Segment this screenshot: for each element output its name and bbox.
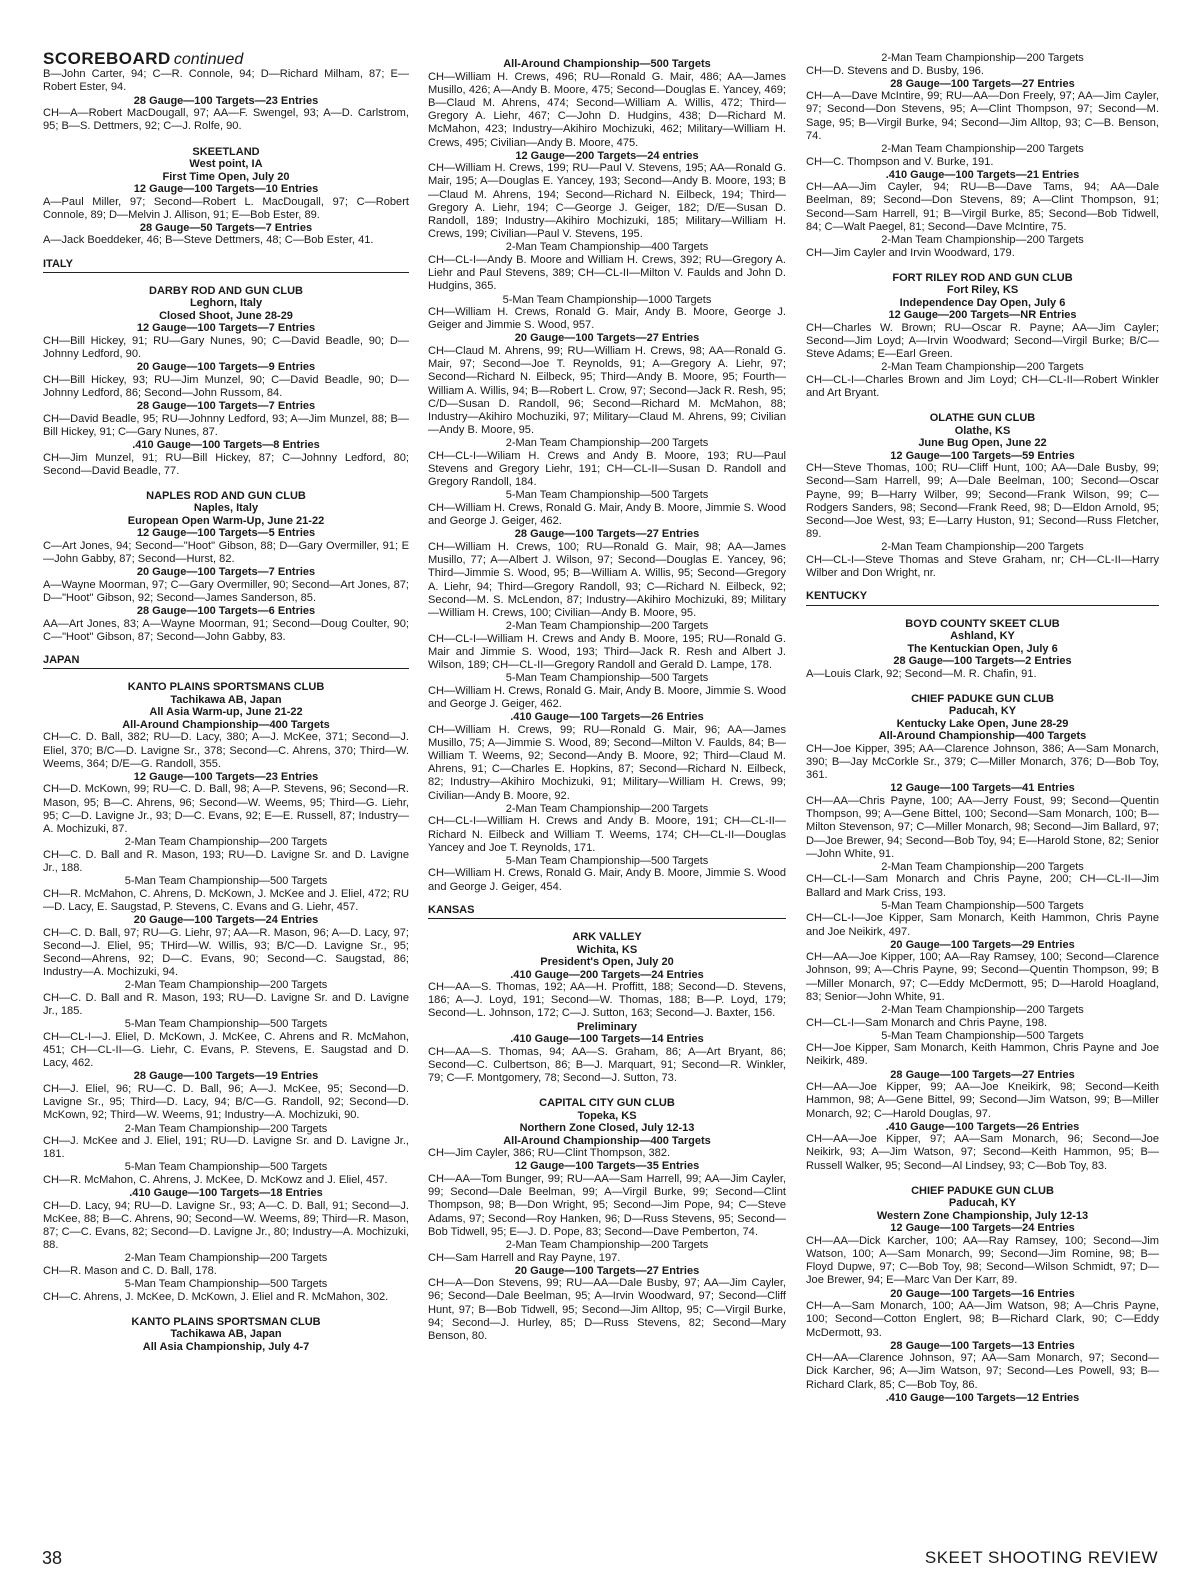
result-text: CH—C. D. Ball, 97; RU—G. Liehr, 97; AA—R. Mason, 96; A—D. Lacy, 97; Second—J. Eliel, 95; THird—W. Willis, 93; B/C—D. Lavigne Sr., 95; Second—Ahrens, 92; D—C. Evans, 90; Second—C. Saugstad, 86; Industry—A. Mochizuki, 94. — [43, 926, 409, 979]
event-heading: Ashland, KY — [950, 630, 1015, 643]
result-text: CH—Bill Hickey, 91; RU—Gary Nunes, 90; C—David Beadle, 90; D—Johnny Ledford, 90. — [43, 334, 409, 361]
event-heading: .410 Gauge—100 Targets—14 Entries — [510, 1033, 704, 1046]
publication-title: SKEET SHOOTING REVIEW — [924, 1548, 1158, 1567]
result-text: CH—AA—Clarence Johnson, 97; AA—Sam Monarch, 97; Second—Dick Karcher, 96; A—Jim Watson, 97; Second—Les Powell, 93; B—Richard Clark, 85; C—Bob Toy, 86. — [806, 1352, 1159, 1391]
event-heading: 28 Gauge—100 Targets—19 Entries — [133, 1070, 319, 1083]
result-text: CH—AA—Jim Cayler, 94; RU—B—Dave Tams, 94; AA—Dale Beelman, 89; Second—Don Stevens, 89; A—Clint Thompson, 91; Second—Sam Harrell, 91; B—Virgil Burke, 85; Second—Bob Tidwell, 84; C—Walt Paegel, 81; Second—Dave McIntire, 75. — [806, 181, 1159, 233]
event-heading: The Kentuckian Open, July 6 — [907, 642, 1058, 655]
event-heading: All-Around Championship—500 Targets — [503, 58, 711, 70]
state-heading: ITALY — [43, 258, 409, 273]
team-event-heading: 2-Man Team Championship—200 Targets — [505, 437, 709, 450]
event-heading: 12 Gauge—100 Targets—7 Entries — [136, 322, 316, 335]
team-event-heading: 2-Man Team Championship—200 Targets — [881, 860, 1084, 873]
team-event-heading: 2-Man Team Championship—200 Targets — [881, 143, 1084, 156]
column-left — [43, 49, 409, 1353]
result-text: CH—C. D. Ball, 382; RU—D. Lacy, 380; A—J. McKee, 371; Second—J. Eliel, 370; B/C—D. Lavigne Sr., 378; Second—C. Ahrens, 370; Third—W. Weems, 364; D/E—G. Randoll, 355. — [43, 731, 409, 770]
result-text: CH—J. Eliel, 96; RU—C. D. Ball, 96; A—J. McKee, 95; Second—D. Lavigne Sr., 95; Third—D. Lacy, 94; B/C—G. Randoll, 92; Second—D. McKown, 92; Third—W. Weems, 91; Industry—A. Mochizuki, 90. — [43, 1082, 409, 1122]
team-event-heading: 5-Man Team Championship—500 Targets — [124, 1018, 328, 1031]
event-heading: Tachikawa AB, Japan — [170, 693, 282, 706]
result-text: CH—Joe Kipper, 395; AA—Clarence Johnson, 386; A—Sam Monarch, 390; B—Jay McCorkle Sr., 379; C—Miller Monarch, 376; D—Bob Toy, 361. — [806, 742, 1159, 782]
result-text: CH—C. Ahrens, J. McKee, D. McKown, J. Eliel and R. McMahon, 302. — [43, 1290, 389, 1303]
result-text: CH—Bill Hickey, 93; RU—Jim Munzel, 90; C—David Beadle, 90; D—Johnny Ledford, 86; Second—John Russom, 84. — [43, 373, 409, 399]
club-name: KANTO PLAINS SPORTSMANS CLUB — [127, 681, 325, 694]
event-heading: 28 Gauge—100 Targets—7 Entries — [136, 400, 316, 413]
club-name: FORT RILEY ROD AND GUN CLUB — [892, 271, 1073, 284]
result-text: CH—Charles W. Brown; RU—Oscar R. Payne; AA—Jim Cayler; Second—Jim Loyd; A—Irvin Woodward; Second—Virgil Burke; B/C—Steve Adams; E—Earl Green. — [806, 321, 1159, 361]
event-heading: Western Zone Championship, July 12-13 — [876, 1209, 1089, 1222]
event-heading: 12 Gauge—200 Targets—24 entries — [515, 149, 699, 162]
result-text: CH—AA—Chris Payne, 100; AA—Jerry Foust, 99; Second—Quentin Thompson, 99; A—Gene Bittel, 100; Second—Sam Monarch, 100; B—Milton Stevenson, 97; C—Miller Monarch, 98; Second—Jim Ballard, 97; D—Joe Brewer, 94; Second—Bob Toy, 94; E—Harold Stone, 82; Senior—John White, 91. — [806, 794, 1159, 860]
club-name: SKEETLAND — [192, 145, 260, 158]
event-heading: 20 Gauge—100 Targets—24 Entries — [133, 914, 319, 927]
team-event-heading: 2-Man Team Championship—200 Targets — [505, 802, 709, 815]
team-event-heading: 2-Man Team Championship—200 Targets — [881, 234, 1084, 247]
result-text: CH—David Beadle, 95; RU—Johnny Ledford, 93; A—Jim Munzel, 88; B—Bill Hickey, 91; C—Gary Nunes, 87. — [43, 412, 409, 438]
result-text: CH—William H. Crews, 496; RU—Ronald G. Mair, 486; AA—James Musillo, 426; A—Andy B. Moore, 475; Second—Douglas E. Yancey, 469; B—Claud M. Ahrens, 474; Second—William A. Willis, 472; Third—Gregory A. Liehr, 467; C—John D. Hudgins, 438; D—Richard M. McMahon, 423; Industry—Akihiro Mochizuki, 462; Military—William H. Crews, 495; Civilian—Andy B. Moore, 475. — [428, 70, 786, 149]
result-text: CH—AA—Joe Kipper, 100; AA—Ray Ramsey, 100; Second—Clarence Johnson, 99; A—Chris Payne, 99; Second—Quentin Thompson, 99; B—Miller Monarch, 97; C—Eddy McDermott, 95; D—Harold Hoagland, 83; Senior—John White, 91. — [806, 951, 1159, 1003]
state-heading: KANSAS — [428, 904, 786, 919]
team-event-heading: 2-Man Team Championship—200 Targets — [881, 541, 1084, 554]
event-heading: All-Around Championship—400 Targets — [503, 1134, 711, 1147]
result-text: CH—AA—S. Thomas, 94; AA—S. Graham, 86; A—Art Bryant, 86; Second—C. Culbertson, 86; B—J. Marquart, 91; Second—R. Winkler, 79; C—F. Montgomery, 78; Second—J. Sutton, 73. — [428, 1045, 786, 1085]
event-heading: West point, IA — [189, 158, 263, 171]
result-text: CH—CL-I—Steve Thomas and Steve Graham, nr; CH—CL-II—Harry Wilber and Don Wright, nr. — [806, 553, 1159, 580]
event-heading: 12 Gauge—100 Targets—10 Entries — [133, 183, 319, 196]
event-heading: Kentucky Lake Open, June 28-29 — [896, 717, 1069, 730]
team-event-heading: 2-Man Team Championship—200 Targets — [505, 620, 709, 633]
result-text: CH—Jim Cayler, 386; RU—Clint Thompson, 382. — [428, 1147, 671, 1160]
event-heading: All-Around Championship—400 Targets — [878, 730, 1087, 743]
event-heading: 28 Gauge—100 Targets—2 Entries — [893, 655, 1072, 668]
event-heading: .410 Gauge—100 Targets—26 Entries — [510, 711, 704, 724]
event-heading: 12 Gauge—100 Targets—24 Entries — [890, 1222, 1075, 1235]
event-heading: European Open Warm-Up, June 21-22 — [127, 514, 325, 527]
event-heading: 12 Gauge—100 Targets—41 Entries — [890, 782, 1075, 795]
result-text: CH—Jim Munzel, 91; RU—Bill Hickey, 87; C—Johnny Ledford, 80; Second—David Beadle, 77. — [43, 451, 409, 477]
column-right — [806, 52, 1159, 1404]
event-heading: All Asia Championship, July 4-7 — [142, 1340, 310, 1353]
result-text: A—Wayne Moorman, 97; C—Gary Overmiller, 90; Second—Art Jones, 87; D—"Hoot" Gibson, 92; Second—James Sanderson, 85. — [43, 578, 409, 605]
section-header — [43, 49, 409, 68]
event-heading: 20 Gauge—100 Targets—27 Entries — [514, 332, 700, 345]
section-title: SCOREBOARD — [43, 49, 171, 68]
result-text: CH—R. Mason and C. D. Ball, 178. — [43, 1264, 217, 1277]
team-event-heading: 2-Man Team Championship—400 Targets — [505, 241, 709, 254]
state-heading: JAPAN — [43, 654, 409, 669]
team-event-heading: 5-Man Team Championship—500 Targets — [505, 672, 709, 685]
result-text: CH—William H. Crews, 100; RU—Ronald G. Mair, 98; AA—James Musillo, 77; A—Albert J. Wilson, 97; Second—Douglas E. Yancey, 96; Third—Jimmie S. Wood, 95; B—William A. Willis, 95; Second—Gregory A. Liehr, 94; Third—Gregory Randoll, 93; C—Richard N. Eilbeck, 92; Second—M. S. McLendon, 87; Industry—Akihiro Mochizuki, 89; Military—William H. Crews, 100; Civilian—Andy B. Moore, 95. — [428, 540, 786, 619]
event-heading: 12 Gauge—100 Targets—23 Entries — [133, 770, 319, 783]
event-heading: Preliminary — [577, 1020, 637, 1033]
event-heading: Independence Day Open, July 6 — [899, 296, 1066, 309]
event-heading: Paducah, KY — [948, 705, 1017, 718]
result-text: CH—CL-I—William H. Crews and Andy B. Moore, 195; RU—Ronald G. Mair and Jimmie S. Wood, 193; Third—Jack R. Resh and Albert J. Wilson, 189; CH—CL-II—Gregory Randoll and Gerald D. Lampe, 178. — [428, 632, 786, 672]
event-heading: President's Open, July 20 — [540, 956, 674, 969]
result-text: C—Art Jones, 94; Second—"Hoot" Gibson, 88; D—Gary Overmiller, 91; E—John Gabby, 87; Second—Hurst, 82. — [43, 539, 409, 566]
result-text: A—Louis Clark, 92; Second—M. R. Chafin, 91. — [806, 667, 1037, 680]
club-name: OLATHE GUN CLUB — [929, 412, 1036, 425]
event-heading: All Asia Warm-up, June 21-22 — [149, 706, 303, 719]
result-text: CH—CL-I—Sam Monarch and Chris Payne, 198. — [806, 1016, 1048, 1029]
club-name: KANTO PLAINS SPORTSMAN CLUB — [131, 1315, 321, 1328]
result-text: CH—Steve Thomas, 100; RU—Cliff Hunt, 100; AA—Dale Busby, 99; Second—Sam Harrell, 99; A—Dale Beelman, 100; Second—Oscar Payne, 99; B—Harry Wilber, 99; Second—Frank Wilson, 99; C—Rodgers Sanders, 98; Second—Frank Reed, 98; D—Eldon Arnold, 95; Second—Joe West, 93; E—Larry Huston, 91; Second—Russ Fletcher, 89. — [806, 462, 1159, 541]
result-text: CH—C. D. Ball and R. Mason, 193; RU—D. Lavigne Sr. and D. Lavigne Jr., 185. — [43, 991, 409, 1018]
event-heading: 28 Gauge—100 Targets—27 Entries — [890, 1068, 1075, 1081]
team-event-heading: 2-Man Team Championship—200 Targets — [124, 1122, 328, 1135]
event-heading: 20 Gauge—100 Targets—16 Entries — [890, 1287, 1075, 1300]
event-heading: Closed Shoot, June 28-29 — [159, 309, 293, 322]
event-heading: Leghorn, Italy — [189, 297, 263, 310]
event-heading: Naples, Italy — [193, 502, 259, 515]
state-heading: KENTUCKY — [806, 590, 1159, 605]
event-heading: 12 Gauge—100 Targets—35 Entries — [514, 1160, 700, 1173]
event-heading: 28 Gauge—50 Targets—7 Entries — [139, 221, 313, 234]
event-heading: Topeka, KS — [577, 1109, 637, 1122]
event-heading: 12 Gauge—200 Targets—NR Entries — [888, 309, 1077, 322]
result-text: CH—William H. Crews, Ronald G. Mair, Andy B. Moore, Jimmie S. Wood and George J. Geiger, 462. — [428, 684, 786, 710]
event-heading: 28 Gauge—100 Targets—27 Entries — [890, 77, 1075, 90]
event-heading: 28 Gauge—100 Targets—13 Entries — [890, 1339, 1075, 1352]
team-event-heading: 2-Man Team Championship—200 Targets — [124, 979, 328, 992]
result-text: CH—AA—Joe Kipper, 97; AA—Sam Monarch, 96; Second—Joe Neikirk, 93; A—Jim Watson, 97; Second—Keith Hammon, 95; B—Russell Walker, 95; Second—Al Lindsey, 93; C—Bob Toy, 83. — [806, 1133, 1159, 1172]
club-name: NAPLES ROD AND GUN CLUB — [146, 489, 306, 502]
club-name: BOYD COUNTY SKEET CLUB — [905, 617, 1060, 630]
result-text: CH—AA—Dick Karcher, 100; AA—Ray Ramsey, 100; Second—Jim Watson, 100; A—Sam Monarch, 99; Second—Jim Romine, 98; B—Floyd Dupwe, 97; C—Bob Toy, 98; Second—Wilson Schmidt, 97; D—Joe Brewer, 94; E—Marc Van Der Karr, 89. — [806, 1234, 1159, 1287]
result-text: CH—A—Sam Monarch, 100; AA—Jim Watson, 98; A—Chris Payne, 100; Second—Cotton Englert, 98; B—Richard Clark, 90; C—Eddy McDermott, 93. — [806, 1300, 1159, 1339]
club-name: CHIEF PADUKE GUN CLUB — [911, 692, 1054, 705]
team-event-heading: 5-Man Team Championship—500 Targets — [124, 875, 328, 888]
team-event-heading: 5-Man Team Championship—500 Targets — [505, 489, 709, 502]
result-text: CH—Jim Cayler and Irvin Woodward, 179. — [806, 246, 1015, 259]
team-event-heading: 2-Man Team Championship—200 Targets — [124, 1252, 328, 1265]
event-heading: 20 Gauge—100 Targets—27 Entries — [514, 1264, 700, 1277]
result-text: CH—William H. Crews, 199; RU—Paul V. Stevens, 195; AA—Ronald G. Mair, 195; A—Douglas E. Yancey, 193; Second—Andy B. Moore, 193; B—Claud M. Ahrens, 194; Second—Richard N. Eilbeck, 194; Third—Gregory A. Liehr, 194; C—George J. Geiger, 182; D/E—Susan D. Randoll, 189; Industry—Akihiro Mochizuki, 185; Military—William H. Crews, 199; Civilian—Paul V. Stevens, 195. — [428, 162, 786, 241]
event-heading: .410 Gauge—100 Targets—12 Entries — [885, 1391, 1080, 1404]
event-heading: 28 Gauge—100 Targets—6 Entries — [136, 605, 316, 618]
event-heading: .410 Gauge—200 Targets—24 Entries — [510, 968, 704, 981]
column-middle — [428, 58, 786, 1343]
result-text: CH—AA—Joe Kipper, 99; AA—Joe Kneikirk, 98; Second—Keith Hammon, 98; A—Gene Bittel, 99; Second—Jim Watson, 99; B—Miller Monarch, 92; C—Harold Douglas, 97. — [806, 1081, 1159, 1120]
team-event-heading: 2-Man Team Championship—200 Targets — [505, 1239, 709, 1251]
result-text: CH—R. McMahon, C. Ahrens, D. McKown, J. McKee and J. Eliel, 472; RU—D. Lacy, E. Saugstad, P. Stevens, C. Evans and G. Liehr, 457. — [43, 887, 409, 913]
result-text: CH—R. McMahon, C. Ahrens, J. McKee, D. McKowz and J. Eliel, 457. — [43, 1173, 388, 1186]
club-name: CHIEF PADUKE GUN CLUB — [911, 1184, 1054, 1197]
result-text: AA—Art Jones, 83; A—Wayne Moorman, 91; Second—Doug Coulter, 90; C—"Hoot" Gibson, 87; Second—John Gabby, 83. — [43, 617, 409, 643]
team-event-heading: 2-Man Team Championship—200 Targets — [881, 1004, 1084, 1017]
result-text: CH—D. McKown, 99; RU—C. D. Ball, 98; A—P. Stevens, 96; Second—R. Mason, 95; B—C. Ahrens, 96; Second—W. Weems, 95; Third—G. Liehr, 95; C—D. Lavigne Jr., 93; D—C. Evans, 92; E—E. Russell, 87; Industry—A. Mochizuki, 87. — [43, 783, 409, 836]
team-event-heading: 2-Man Team Championship—200 Targets — [124, 836, 328, 849]
club-name: ARK VALLEY — [572, 931, 642, 944]
result-text: CH—William H. Crews, Ronald G. Mair, Andy B. Moore, Jimmie S. Wood and George J. Geiger, 462. — [428, 501, 786, 528]
event-heading: 20 Gauge—100 Targets—7 Entries — [136, 566, 316, 579]
team-event-heading: 5-Man Team Championship—500 Targets — [881, 1029, 1084, 1042]
team-event-heading: 5-Man Team Championship—500 Targets — [124, 1278, 328, 1291]
result-text: CH—William H. Crews, 99; RU—Ronald G. Mair, 96; AA—James Musillo, 75; A—Jimmie S. Wood, 89; Second—Milton V. Faulds, 84; B—William T. Weems, 92; Second—Andy B. Moore, 92; Third—Claud M. Ahrens, 91; C—Charles E. Hopkins, 87; Second—Richard N. Eilbeck, 82; Industry—Akihiro Mochizuki, 91; Military—William H. Crews, 99; Civilian—Andy B. Moore, 92. — [428, 723, 786, 802]
result-text: CH—A—Dave McIntire, 99; RU—AA—Don Freely, 97; AA—Jim Cayler, 97; Second—Don Stevens, 95; A—Clint Thompson, 97; Second—M. Sage, 95; B—Virgil Burke, 94; Second—Jim Alltop, 93; C—B. Benson, 74. — [806, 90, 1159, 142]
team-event-heading: 5-Man Team Championship—500 Targets — [881, 899, 1084, 912]
result-text: CH—CL-I—Joe Kipper, Sam Monarch, Keith Hammon, Chris Payne and Joe Neikirk, 497. — [806, 912, 1159, 938]
event-heading: .410 Gauge—100 Targets—8 Entries — [132, 439, 320, 452]
result-text: CH—CL-I—Andy B. Moore and William H. Crews, 392; RU—Gregory A. Liehr and Paul Stevens, 389; CH—CL-II—Milton V. Faulds and John D. Hudgins, 365. — [428, 253, 786, 293]
event-heading: Olathe, KS — [954, 424, 1011, 437]
event-heading: .410 Gauge—100 Targets—18 Entries — [129, 1187, 323, 1200]
result-text: CH—AA—S. Thomas, 192; AA—H. Proffitt, 188; Second—D. Stevens, 186; A—J. Loyd, 191; Second—W. Thomas, 188; B—P. Loyd, 179; Second—L. Johnson, 172; C—J. Sutton, 163; Second—J. Baxter, 156. — [428, 981, 786, 1020]
result-text: B—John Carter, 94; C—R. Connole, 94; D—Richard Milham, 87; E—Robert Ester, 94. — [43, 68, 409, 94]
event-heading: Northern Zone Closed, July 12-13 — [519, 1122, 695, 1135]
result-text: A—Paul Miller, 97; Second—Robert L. MacDougall, 97; C—Robert Connole, 89; D—Melvin J. Allison, 91; E—Bob Ester, 89. — [43, 195, 409, 221]
result-text: CH—C. D. Ball and R. Mason, 193; RU—D. Lavigne Sr. and D. Lavigne Jr., 188. — [43, 848, 409, 874]
event-heading: June Bug Open, June 22 — [918, 437, 1047, 450]
event-heading: .410 Gauge—100 Targets—26 Entries — [885, 1120, 1080, 1133]
event-heading: 12 Gauge—100 Targets—5 Entries — [136, 527, 316, 540]
event-heading: .410 Gauge—100 Targets—21 Entries — [885, 168, 1080, 181]
result-text: CH—William H. Crews, Ronald G. Mair, Andy B. Moore, George J. Geiger and Jimmie S. Wood, 957. — [428, 306, 786, 332]
result-text: CH—C. Thompson and V. Burke, 191. — [806, 155, 994, 168]
event-heading: Tachikawa AB, Japan — [170, 1328, 282, 1341]
result-text: CH—D. Stevens and D. Busby, 196. — [806, 64, 984, 77]
result-text: CH—CL-I—Sam Monarch and Chris Payne, 200; CH—CL-II—Jim Ballard and Mark Criss, 193. — [806, 873, 1159, 899]
event-heading: 28 Gauge—100 Targets—27 Entries — [514, 528, 700, 541]
result-text: CH—CL-I—Wiliam H. Crews and Andy B. Moore, 193; RU—Paul Stevens and Gregory Liehr, 191; CH—CL-II—Susan D. Randoll and Gregory Randoll, 184. — [428, 449, 786, 489]
club-name: DARBY ROD AND GUN CLUB — [149, 284, 303, 297]
result-text: CH—J. McKee and J. Eliel, 191; RU—D. Lavigne Sr. and D. Lavigne Jr., 181. — [43, 1135, 409, 1161]
result-text: CH—CL-I—J. Eliel, D. McKown, J. McKee, C. Ahrens and R. McMahon, 451; CH—CL-II—G. Liehr, C. Evans, P. Stevens, E. Saugstad and D. Lacy, 462. — [43, 1030, 409, 1070]
team-event-heading: 2-Man Team Championship—200 Targets — [881, 361, 1084, 374]
event-heading: 20 Gauge—100 Targets—29 Entries — [890, 938, 1075, 951]
result-text: CH—A—Robert MacDougall, 97; AA—F. Swengel, 93; A—D. Carlstrom, 95; B—S. Dettmers, 92; C—J. Rolfe, 90. — [43, 107, 409, 133]
event-heading: All-Around Championship—400 Targets — [122, 718, 330, 731]
result-text: A—Jack Boeddeker, 46; B—Steve Dettmers, 48; C—Bob Ester, 41. — [43, 234, 374, 247]
result-text: CH—William H. Crews, Ronald G. Mair, Andy B. Moore, Jimmie S. Wood and George J. Geiger, 454. — [428, 867, 786, 893]
result-text: CH—CL-I—William H. Crews and Andy B. Moore, 191; CH—CL-II—Richard N. Eilbeck and William T. Weems, 174; CH—CL-II—Douglas Yancey and Joe T. Reynolds, 171. — [428, 815, 786, 854]
event-heading: 12 Gauge—100 Targets—59 Entries — [890, 449, 1075, 462]
result-text: CH—D. Lacy, 94; RU—D. Lavigne Sr., 93; A—C. D. Ball, 91; Second—J. McKee, 88; B—C. Ahrens, 90; Second—W. Weems, 89; Third—R. Mason, 87; C—C. Evans, 82; Second—D. Lavigne Jr., 80; Industry—A. Mochizuki, 88. — [43, 1199, 409, 1252]
club-name: CAPITAL CITY GUN CLUB — [539, 1097, 675, 1110]
result-text: CH—Sam Harrell and Ray Payne, 197. — [428, 1251, 621, 1264]
result-text: CH—Joe Kipper, Sam Monarch, Keith Hammon, Chris Payne and Joe Neikirk, 489. — [806, 1042, 1159, 1068]
event-heading: Paducah, KY — [948, 1197, 1017, 1210]
event-heading: Fort Riley, KS — [946, 284, 1019, 297]
page-number: 38 — [42, 1548, 63, 1568]
event-heading: First Time Open, July 20 — [162, 170, 290, 183]
team-event-heading: 5-Man Team Championship—500 Targets — [505, 854, 709, 867]
section-subtitle: continued — [173, 51, 244, 68]
event-heading: 28 Gauge—100 Targets—23 Entries — [133, 94, 319, 107]
result-text: CH—AA—Tom Bunger, 99; RU—AA—Sam Harrell, 99; AA—Jim Cayler, 99; Second—Dale Beelman, 99; A—Virgil Burke, 99; Second—Clint Thompson, 98; B—Don Wright, 95; Second—Jim Pope, 94; C—Steve Adams, 97; Second—Roy Hanken, 96; D—Russ Stevens, 95; Second—Bob Tidwell, 95; E—J. D. Pope, 83; Second—Dave Pemberton, 74. — [428, 1172, 786, 1238]
result-text: CH—Claud M. Ahrens, 99; RU—William H. Crews, 98; AA—Ronald G. Mair, 97; Second—Joe T. Reynolds, 91; A—Gregory A. Liehr, 97; Second—Richard N. Eilbeck, 95; Third—Andy B. Moore, 95; Fourth—William A. Willis, 94; B—Robert L. Crow, 97; Second—Jack R. Resh, 95; C/D—Susan D. Randoll, 96; Second—Richard M. McMahon, 88; Industry—Akihiro Mochuziki, 97; Military—Claud M. Ahrens, 99; Civilian—Andy B. Moore, 95. — [428, 344, 786, 437]
team-event-heading: 2-Man Team Championship—200 Targets — [881, 52, 1084, 64]
team-event-heading: 5-Man Team Championship—500 Targets — [124, 1161, 328, 1174]
event-heading: 20 Gauge—100 Targets—9 Entries — [136, 361, 316, 374]
team-event-heading: 5-Man Team Championship—1000 Targets — [502, 293, 712, 306]
result-text: CH—CL-I—Charles Brown and Jim Loyd; CH—CL-II—Robert Winkler and Art Bryant. — [806, 373, 1159, 400]
event-heading: Wichita, KS — [576, 943, 638, 956]
result-text: CH—A—Don Stevens, 99; RU—AA—Dale Busby, 97; AA—Jim Cayler, 96; Second—Dale Beelman, 95; A—Irvin Woodward, 97; Second—Cliff Hunt, 97; B—Bob Tidwell, 95; Second—Jim Alltop, 95; C—Virgil Burke, 94; Second—J. Hurley, 85; D—Russ Stevens, 82; Second—Mary Benson, 80. — [428, 1277, 786, 1343]
